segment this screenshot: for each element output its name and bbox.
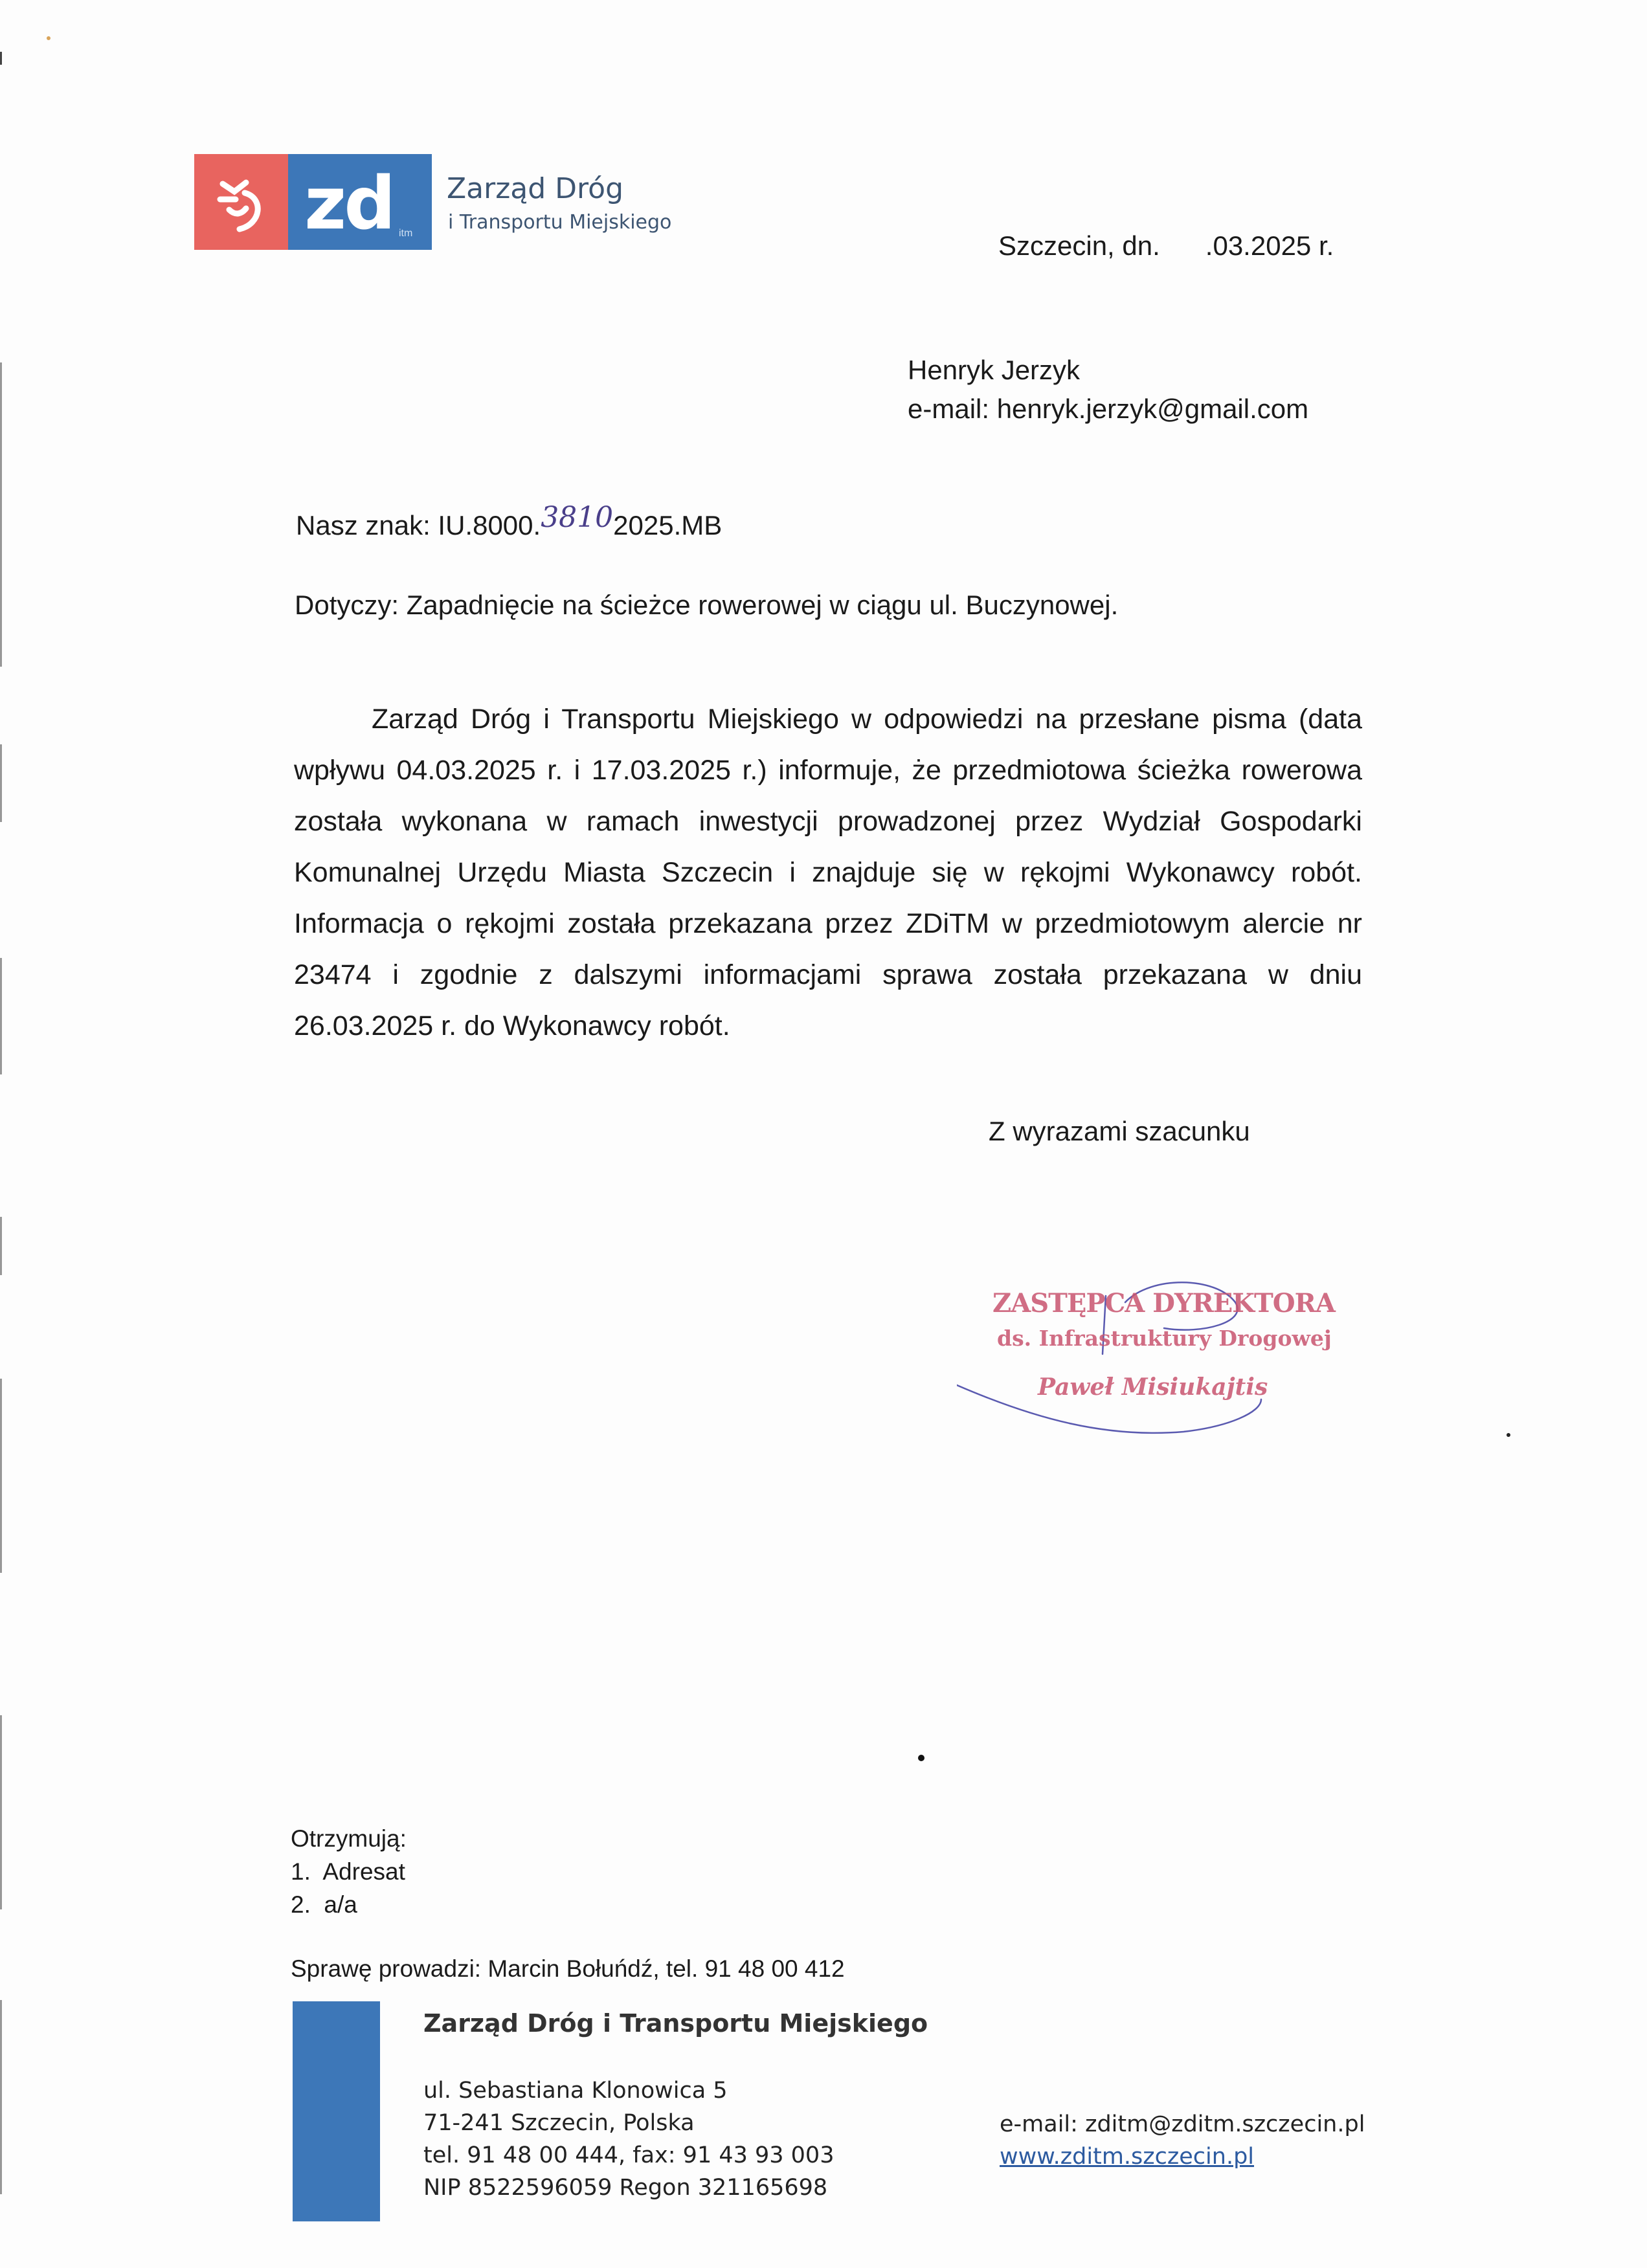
closing-salutation: Z wyrazami szacunku (989, 1116, 1250, 1146)
place-date: Szczecin, dn. .03.2025 r. (998, 230, 1334, 261)
reference-suffix: 2025.MB (613, 510, 723, 540)
scan-edge-mark (0, 958, 2, 1074)
reference-handwritten: 3810 (541, 501, 614, 534)
handled-by: Sprawę prowadzi: Marcin Bołuńdź, tel. 91 48 00 412 (291, 1955, 845, 1982)
scan-speck (1507, 1433, 1510, 1437)
scan-edge-mark (0, 1715, 2, 1909)
griffin-icon (194, 154, 288, 250)
distribution-item: 1. Adresat (291, 1858, 405, 1885)
stamp-department: ds. Infrastruktury Drogowej (997, 1326, 1332, 1351)
footer-accent-bar (293, 2001, 380, 2221)
scan-speck (47, 36, 50, 40)
reference-prefix: Nasz znak: IU.8000. (296, 510, 541, 540)
signature-stamp (957, 1276, 1345, 1450)
stamp-signatory: Paweł Misiukajtis (1038, 1373, 1268, 1401)
recipient-name: Henryk Jerzyk (908, 355, 1081, 385)
recipient-email: e-mail: henryk.jerzyk@gmail.com (908, 394, 1309, 424)
subject-line: Dotyczy: Zapadnięcie na ścieżce rowerowej w ciągu ul. Buczynowej. (295, 590, 1119, 620)
stamp-title: ZASTĘPCA DYREKTORA (992, 1288, 1335, 1318)
footer-org-name: Zarząd Dróg i Transportu Miejskiego (423, 2009, 928, 2038)
logo-name-line2: i Transportu Miejskiego (448, 211, 672, 234)
scan-edge-mark (0, 2000, 2, 2194)
scan-edge-mark (0, 1379, 2, 1573)
scan-speck (918, 1755, 924, 1761)
footer-phone: tel. 91 48 00 444, fax: 91 43 93 003 (423, 2142, 835, 2168)
logo-name-line1: Zarząd Dróg (447, 172, 624, 205)
scan-edge-mark (0, 744, 2, 822)
scan-edge-mark (0, 362, 2, 667)
footer-email: e-mail: zditm@zditm.szczecin.pl (1000, 2111, 1365, 2137)
logo-mark: zd (304, 162, 394, 246)
footer-address-line1: ul. Sebastiana Klonowica 5 (423, 2078, 728, 2104)
footer-ids: NIP 8522596059 Regon 321165698 (423, 2175, 828, 2201)
scan-edge-mark (0, 52, 2, 65)
distribution-item: 2. a/a (291, 1891, 357, 1918)
logo-red-block (194, 154, 288, 250)
letter-body: Zarząd Dróg i Transportu Miejskiego w odpowiedzi na przesłane pisma (data wpływu 04.03.2025 r. i 17.03.2025 r.) informuje, że przedmiotowa ścieżka rowerowa została wykonana w ramach inwestycji prowadzonej przez Wydział Gospodarki Komunalnej Urzędu Miasta Szczecin i znajduje się w rękojmi Wykonawcy robót. Informacja o rękojmi została przekazana przez ZDiTM w przedmiotowym alercie nr 23474 i zgodnie z dalszymi informacjami sprawa została przekazana w dniu 26.03.2025 r. do Wykonawcy robót. (294, 704, 1362, 1041)
logo-sub: itm (399, 228, 413, 239)
footer-address-line2: 71-241 Szczecin, Polska (423, 2110, 695, 2136)
footer-website-link[interactable]: www.zditm.szczecin.pl (1000, 2144, 1255, 2170)
distribution-heading: Otrzymują: (291, 1825, 407, 1852)
scan-edge-mark (0, 1217, 2, 1275)
reference-number (296, 501, 723, 542)
